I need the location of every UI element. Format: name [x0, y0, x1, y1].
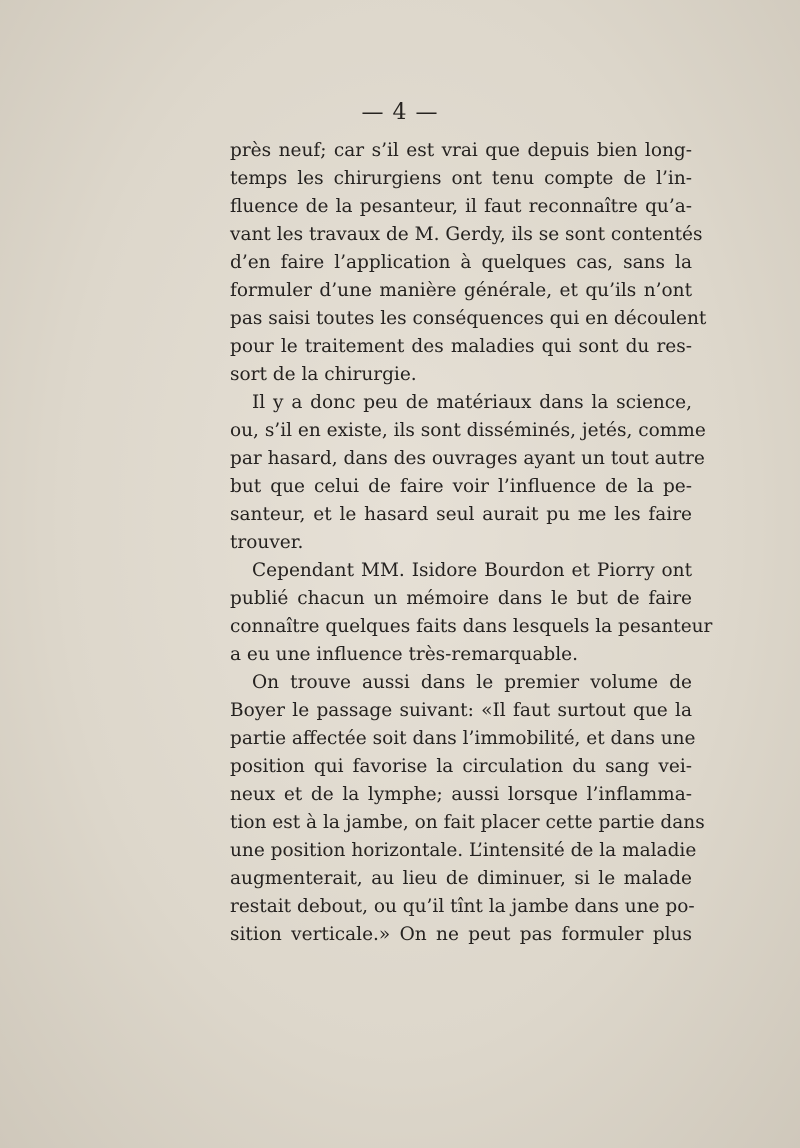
body-text: [230, 137, 713, 949]
text-line: publié chacun un mémoire dans le but de faire: [230, 588, 692, 609]
text-line: santeur, et le hasard seul aurait pu me les faire: [230, 504, 692, 525]
text-line: position qui favorise la circulation du sang vei-: [230, 756, 692, 777]
text-line: restait debout, ou qu’il tînt la jambe dans une po-: [230, 896, 695, 917]
text-line: connaître quelques faits dans lesquels la pesanteur: [230, 616, 713, 637]
text-line: tion est à la jambe, on fait placer cette partie dans: [230, 812, 705, 833]
text-line: ou, s’il en existe, ils sont disséminés, jetés, comme: [230, 420, 706, 441]
text-line: pour le traitement des maladies qui sont du res-: [230, 336, 692, 357]
text-line: Il y a donc peu de matériaux dans la science,: [252, 392, 692, 413]
text-line: a eu une influence très-remarquable.: [230, 644, 579, 665]
text-line: but que celui de faire voir l’influence de la pe-: [230, 476, 692, 497]
text-line: neux et de la lymphe; aussi lorsque l’inflamma-: [230, 784, 692, 805]
text-line: trouver.: [230, 532, 304, 553]
paragraph: [230, 669, 705, 949]
text-line: par hasard, dans des ouvrages ayant un tout autre: [230, 448, 705, 469]
text-line: vant les travaux de M. Gerdy, ils se sont contentés: [230, 224, 703, 245]
text-line: pas saisi toutes les conséquences qui en découlent: [230, 308, 707, 329]
text-line: sition verticale.» On ne peut pas formuler plus: [230, 924, 692, 945]
text-line: une position horizontale. L’intensité de la maladie: [230, 840, 697, 861]
paragraph: [230, 557, 713, 669]
text-line: près neuf; car s’il est vrai que depuis bien long-: [230, 140, 692, 161]
paragraph: [230, 137, 707, 389]
text-line: Cependant MM. Isidore Bourdon et Piorry ont: [252, 560, 692, 581]
paragraph: [230, 389, 706, 557]
page-number: — 4 —: [361, 100, 439, 125]
text-line: fluence de la pesanteur, il faut reconnaître qu’a-: [230, 196, 692, 217]
text-line: d’en faire l’application à quelques cas, sans la: [230, 252, 692, 273]
text-line: augmenterait, au lieu de diminuer, si le malade: [230, 868, 692, 889]
text-line: partie affectée soit dans l’immobilité, et dans une: [230, 728, 696, 749]
text-line: Boyer le passage suivant: «Il faut surtout que la: [230, 700, 692, 721]
text-line: On trouve aussi dans le premier volume de: [252, 672, 692, 693]
text-line: temps les chirurgiens ont tenu compte de l’in-: [230, 168, 692, 189]
text-line: sort de la chirurgie.: [230, 364, 417, 385]
text-line: formuler d’une manière générale, et qu’ils n’ont: [230, 280, 692, 301]
